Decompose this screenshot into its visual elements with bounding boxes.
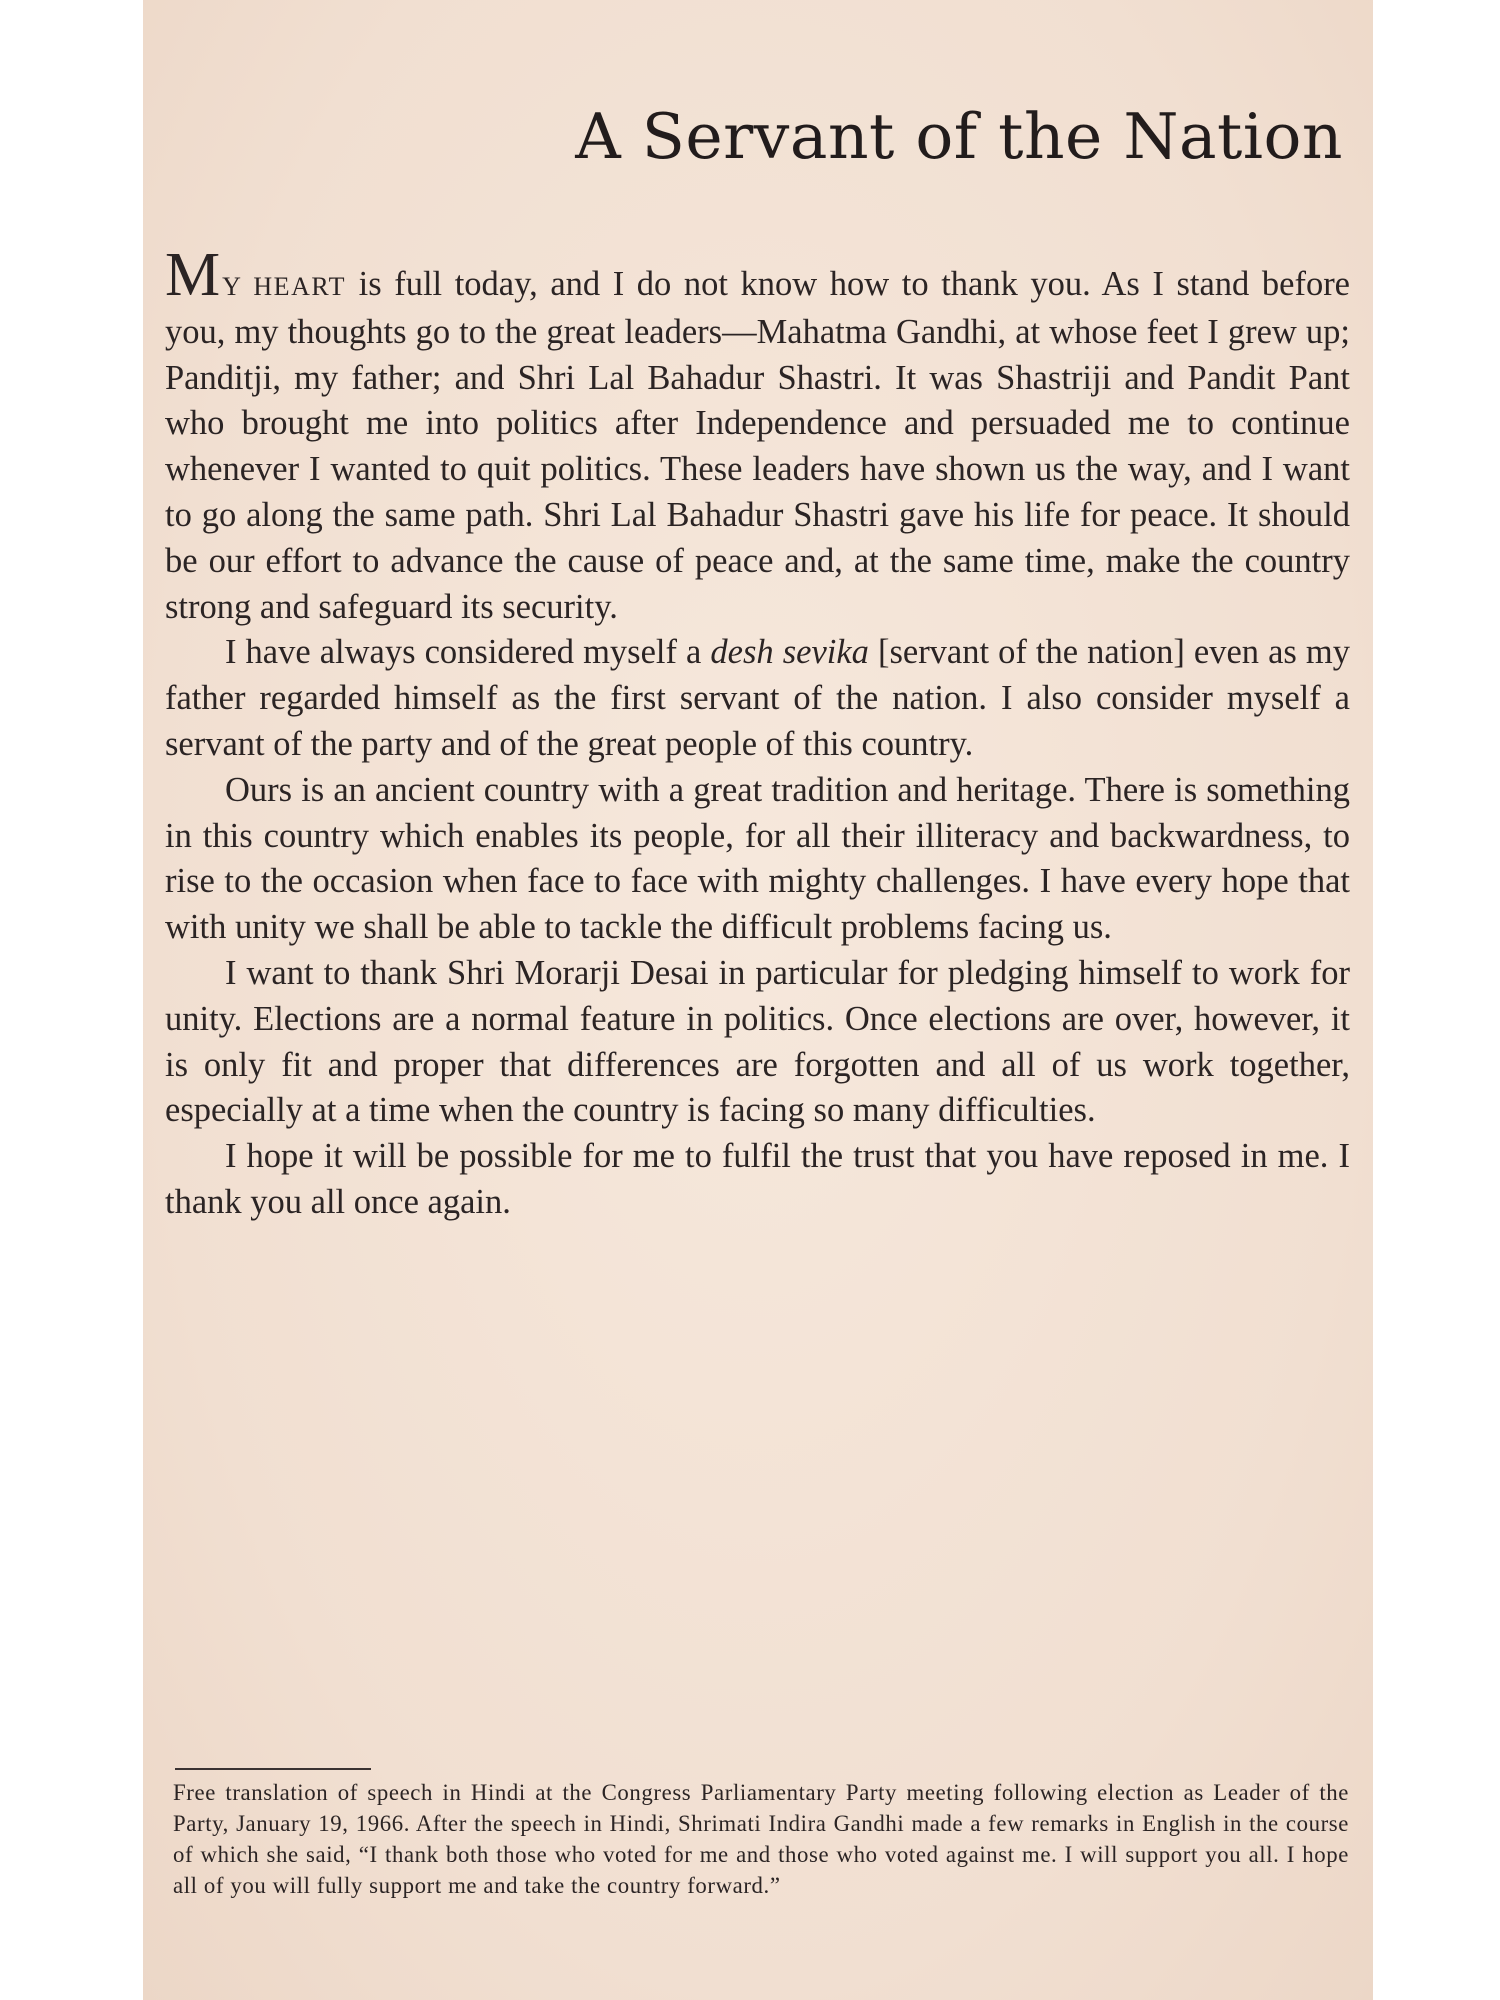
paragraph-2 [165, 630, 1350, 767]
paragraph-2-text-end: [servant of the nation] even as my father regarded himself as the first servant of the nation. I also consider myself a servant of the party and of the great people of this country. [165, 633, 1350, 763]
opening-small-caps: Y HEART [222, 272, 347, 301]
book-page [143, 0, 1373, 2000]
drop-cap: M [165, 241, 221, 309]
paragraph-2-text-start: I have always considered myself a [225, 633, 711, 672]
italic-term: desh sevika [710, 633, 869, 672]
paragraph-1-text: is full today, and I do not know how to thank you. As I stand before you, my thoughts go to the great leaders—Mahatma Gandhi, at whose feet I grew up; Panditji, my father; and Shri Lal Bahadur Shastri. It was Shastriji and Pandit Pant who brought me into politics after Independence and persuaded me to continue whenever I wanted to quit politics. These leaders have shown us the way, and I want to go along the same path. Shri Lal Bahadur Shastri gave his life for peace. It should be our effort to advance the cause of peace and, at the same time, make the country strong and safeguard its security. [165, 265, 1350, 626]
paragraph-3: Ours is an ancient country with a great tradition and heritage. There is something in this country which enables its people, for all their illiteracy and backwardness, to rise to the occasion when face to face with mighty challenges. I have every hope that with unity we shall be able to tackle the difficult problems facing us. [165, 770, 1350, 947]
footnote: Free translation of speech in Hindi at the Congress Parliamentary Party meeting following election as Leader of the Party, January 19, 1966. After the speech in Hindi, Shrimati Indira Gandhi made a few remarks in English in the course of which she said, “I thank both those who voted for me and those who voted against me. I will support you all. I hope all of you will fully support me and take the country forward.” [173, 1780, 1349, 1898]
paragraph-5: I hope it will be possible for me to fulfil the trust that you have reposed in me. I thank you all once again. [165, 1137, 1350, 1221]
footnote-divider [175, 1768, 371, 1770]
paragraph-4: I want to thank Shri Morarji Desai in particular for pledging himself to work for unity. Elections are a normal feature in politics. Once elections are over, however, it is only fit and proper that differences are forgotten and all of us work together, especially at a time when the country is facing so many difficulties. [165, 953, 1350, 1130]
speech-body [165, 241, 1350, 1226]
paragraph-1 [165, 241, 1350, 630]
page-title: A Servant of the Nation [575, 100, 1343, 173]
